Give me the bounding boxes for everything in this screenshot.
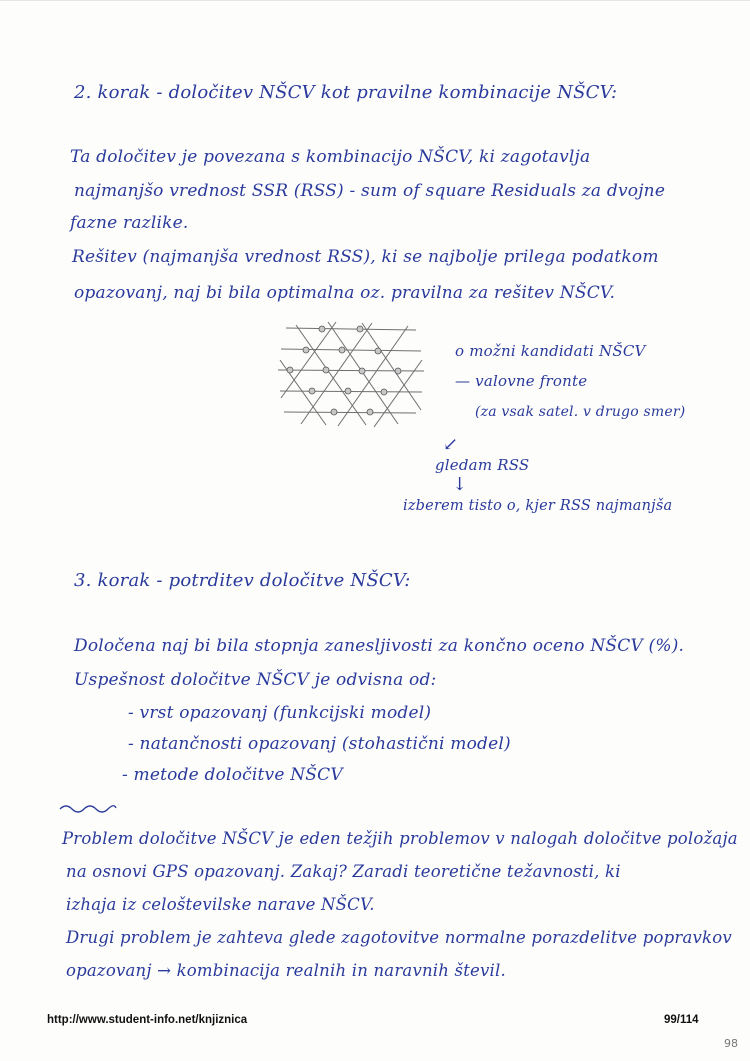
candidate-point: [381, 389, 387, 395]
problem-line-2: na osnovi GPS opazovanj. Zakaj? Zaradi teoretične težavnosti, ki: [66, 862, 621, 881]
candidate-point: [359, 368, 365, 374]
step2-line-1: Ta določitev je povezana s kombinacijo NŠCV, ki zagotavlja: [70, 147, 591, 167]
legend-fronts-note: (za vsak satel. v drugo smer): [475, 404, 686, 420]
problem-line-1: Problem določitve NŠCV je eden težjih problemov v nalogah določitve položaja: [62, 829, 738, 848]
footer-url[interactable]: http://www.student-info.net/knjiznica: [47, 1014, 248, 1026]
candidate-point: [319, 326, 325, 332]
candidate-point: [339, 347, 345, 353]
legend-look: gledam RSS: [435, 456, 530, 474]
diagram-legend: [403, 342, 745, 527]
step3-line-2: Uspešnost določitve NŠCV je odvisna od:: [74, 670, 437, 690]
wavefront-grid-diagram: [276, 320, 426, 430]
step3-bullet-2: - natančnosti opazovanj (stohastični model): [128, 734, 511, 754]
candidate-point: [345, 388, 351, 394]
candidate-point: [323, 367, 329, 373]
handwritten-page-number: 98: [724, 1037, 738, 1050]
step3-bullet-1: - vrst opazovanj (funkcijski model): [128, 703, 432, 723]
candidate-point: [303, 347, 309, 353]
legend-choose: izberem tisto o, kjer RSS najmanjša: [403, 498, 673, 514]
problem-line-5: opazovanj → kombinacija realnih in naravnih števil.: [66, 961, 506, 980]
step3-heading: 3. korak - potrditev določitve NŠCV:: [74, 570, 411, 591]
arrow-down-left-icon: ↙: [443, 434, 459, 455]
candidate-point: [309, 388, 315, 394]
step2-line-2: najmanjšo vrednost SSR (RSS) - sum of square Residuals za dvojne: [74, 181, 666, 201]
legend-candidates: o možni kandidati NŠCV: [455, 342, 646, 360]
candidate-point: [331, 409, 337, 415]
candidate-point: [357, 326, 363, 332]
squiggle-divider: [58, 802, 118, 814]
step3-line-1: Določena naj bi bila stopnja zanesljivosti za končno oceno NŠCV (%).: [74, 636, 685, 656]
candidate-point: [287, 367, 293, 373]
step2-line-3: fazne razlike.: [70, 213, 189, 233]
footer-page-count: 99/114: [664, 1014, 699, 1026]
arrow-down-icon: ↓: [452, 474, 468, 495]
step3-bullet-3: - metode določitve NŠCV: [122, 765, 343, 785]
step2-line-4: Rešitev (najmanjša vrednost RSS), ki se najbolje prilega podatkom: [72, 247, 659, 267]
candidate-point: [375, 348, 381, 354]
problem-line-3: izhaja iz celoštevilske narave NŠCV.: [66, 895, 375, 914]
problem-line-4: Drugi problem je zahteva glede zagotovitve normalne porazdelitve popravkov: [66, 928, 732, 947]
candidate-point: [367, 409, 373, 415]
candidate-point: [395, 368, 401, 374]
legend-fronts: — valovne fronte: [455, 372, 588, 390]
step2-heading: 2. korak - določitev NŠCV kot pravilne kombinacije NŠCV:: [74, 82, 618, 103]
step2-line-5: opazovanj, naj bi bila optimalna oz. pravilna za rešitev NŠCV.: [74, 283, 616, 303]
